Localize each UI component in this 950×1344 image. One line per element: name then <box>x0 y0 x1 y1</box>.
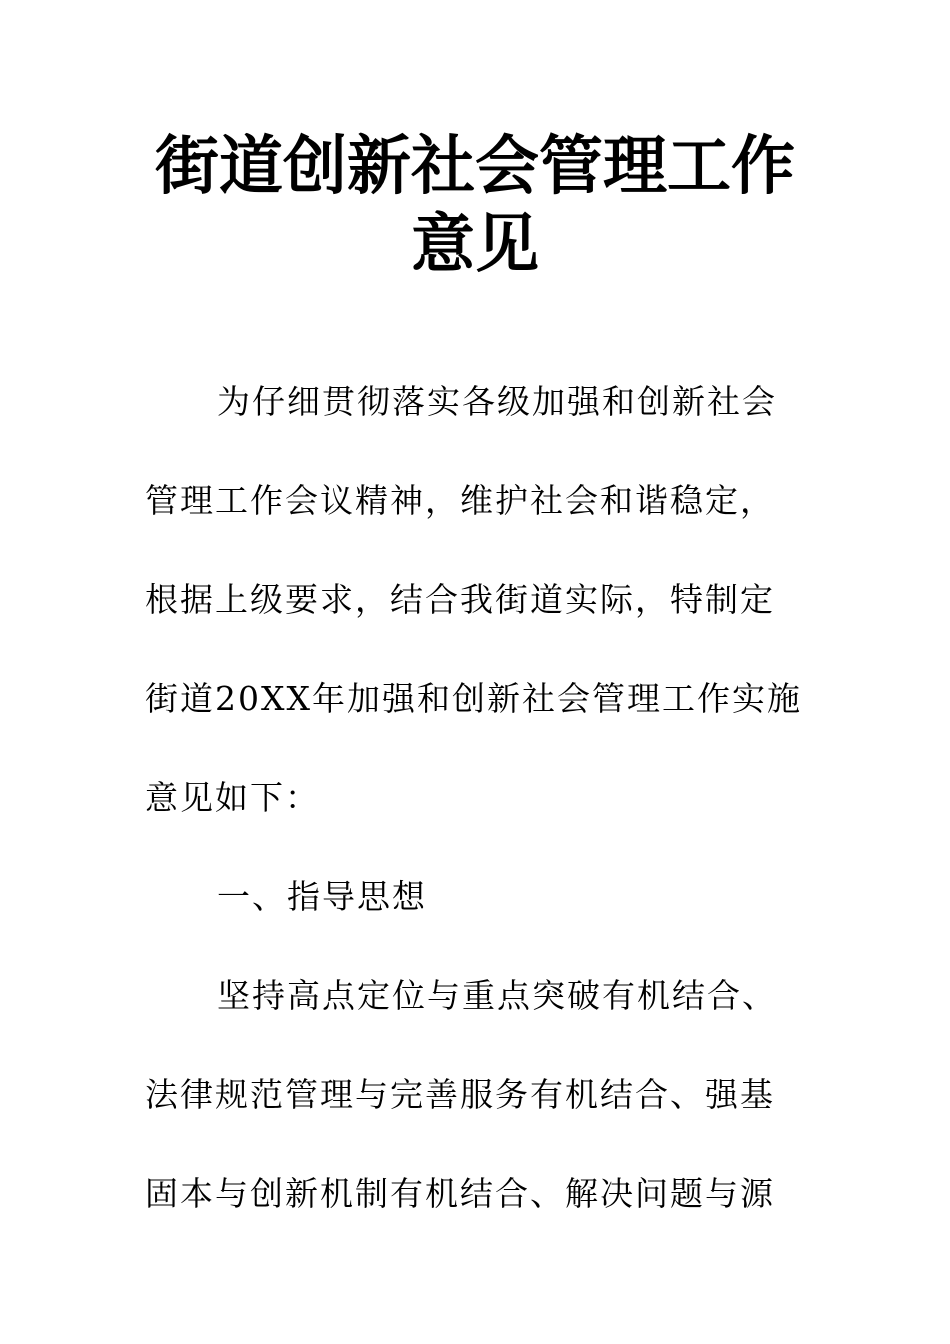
paragraph-line: 为仔细贯彻落实各级加强和创新社会 <box>217 382 777 421</box>
paragraph-line: 街道20XX年加强和创新社会管理工作实施 <box>145 679 802 718</box>
paragraph-line: 法律规范管理与完善服务有机结合、强基 <box>145 1075 775 1114</box>
paragraph-line: 意见如下： <box>145 778 320 817</box>
section-heading: 一、指导思想 <box>217 877 427 916</box>
document-title: 街道创新社会管理工作意见 <box>155 129 795 282</box>
paragraph-line: 根据上级要求，结合我街道实际，特制定 <box>145 580 775 619</box>
paragraph-line: 管理工作会议精神，维护社会和谐稳定， <box>145 481 775 520</box>
paragraph-line: 坚持高点定位与重点突破有机结合、 <box>217 976 777 1015</box>
paragraph-line: 固本与创新机制有机结合、解决问题与源 <box>145 1174 775 1213</box>
